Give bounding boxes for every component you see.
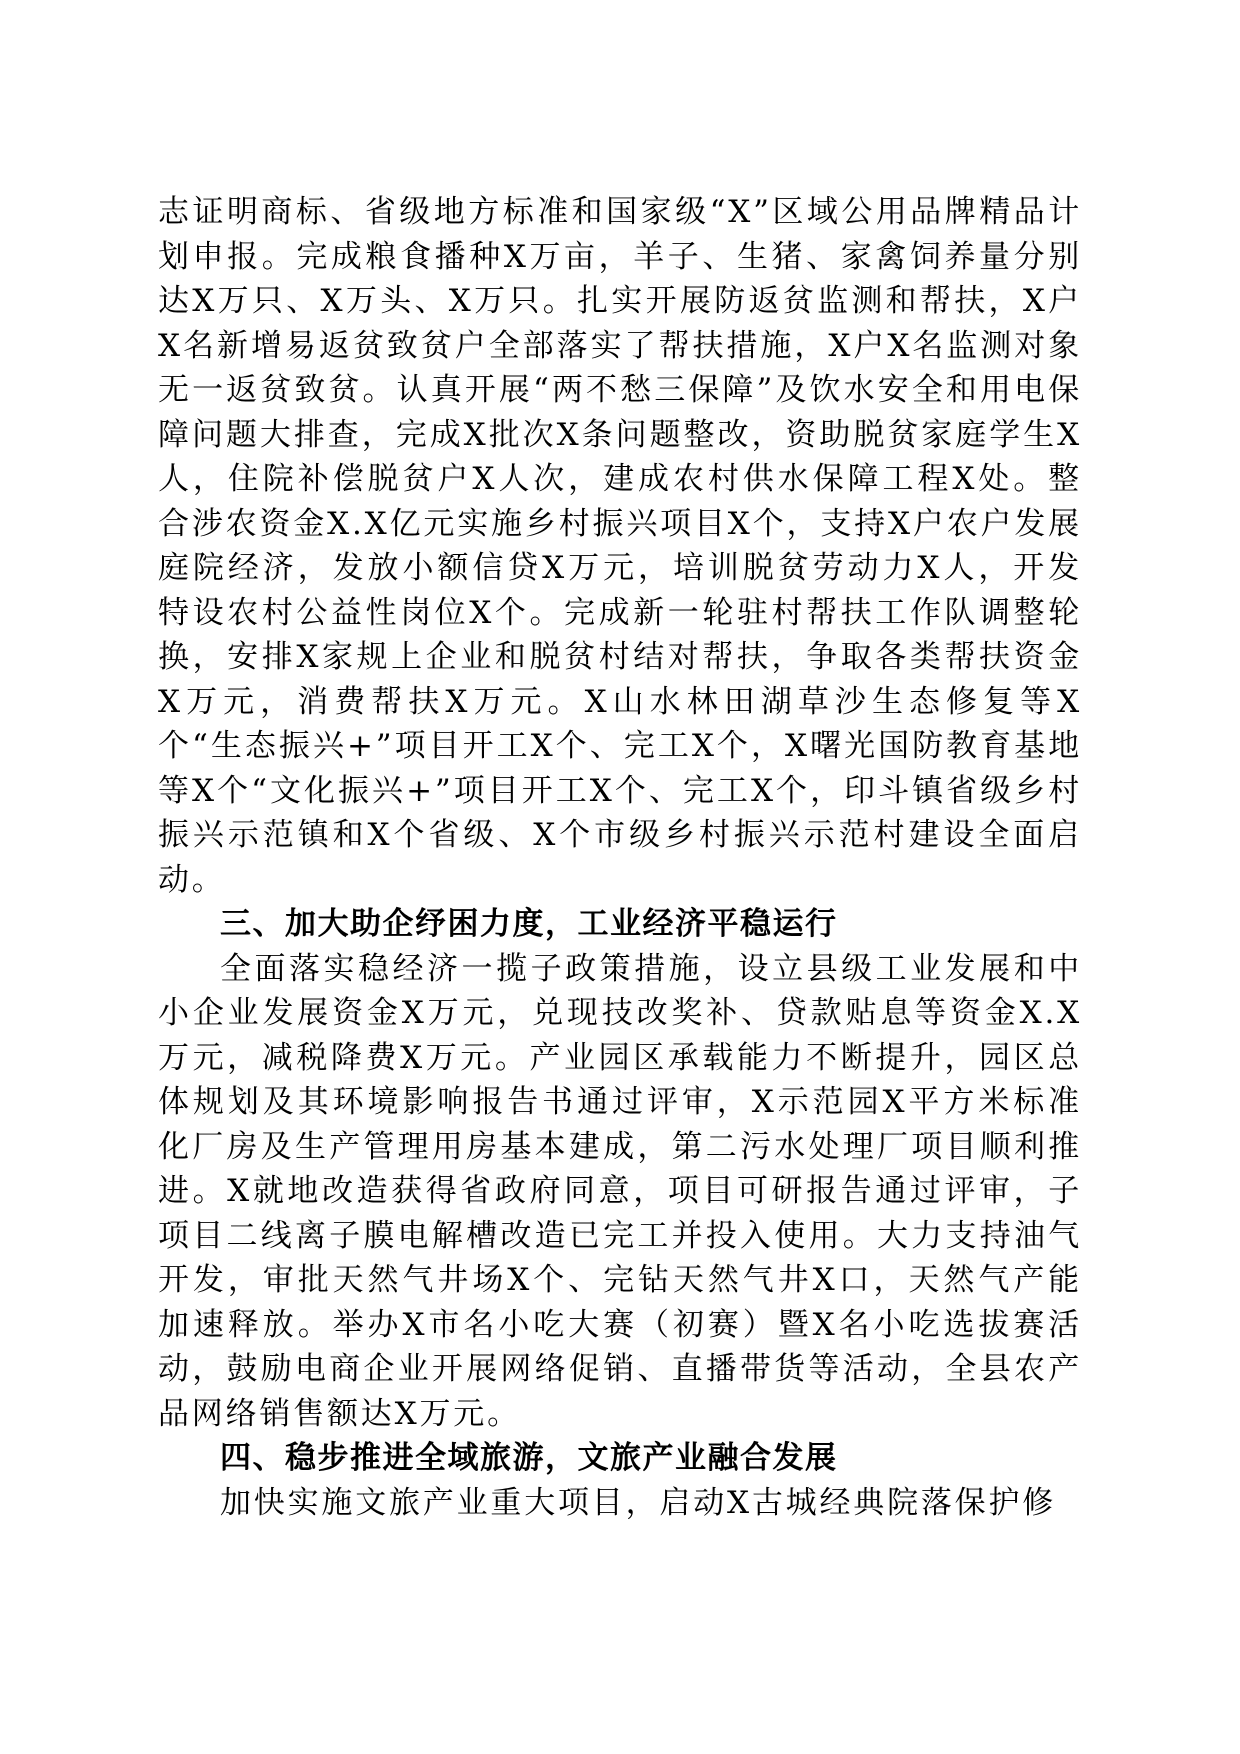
document-page (158, 190, 1082, 1525)
body-paragraph: 全面落实稳经济一揽子政策措施，设立县级工业发展和中小企业发展资金X万元，兑现技改奖补、贷款贴息等资金X.X万元，减税降费X万元。产业园区承载能力不断提升，园区总体规划及其环境影响报告书通过评审，X示范园X平方米标准化厂房及生产管理用房基本建成，第二污水处理厂项目顺利推进。X就地改造获得省政府同意，项目可研报告通过评审，子项目二线离子膜电解槽改造已完工并投入使用。大力支持油气开发，审批天然气井场X个、完钻天然气井X口，天然气产能加速释放。举办X市名小吃大赛（初赛）暨X名小吃选拔赛活动，鼓励电商企业开展网络促销、直播带货等活动，全县农产品网络销售额达X万元。 (158, 950, 1082, 1432)
body-paragraph: 志证明商标、省级地方标准和国家级“X”区域公用品牌精品计划申报。完成粮食播种X万亩，羊子、生猪、家禽饲养量分别达X万只、X万头、X万只。扎实开展防返贫监测和帮扶，X户X名新增易返贫致贫户全部落实了帮扶措施，X户X名监测对象无一返贫致贫。认真开展“两不愁三保障”及饮水安全和用电保障问题大排查，完成X批次X条问题整改，资助脱贫家庭学生X人，住院补偿脱贫户X人次，建成农村供水保障工程X处。整合涉农资金X.X亿元实施乡村振兴项目X个，支持X户农户发展庭院经济，发放小额信贷X万元，培训脱贫劳动力X人，开发特设农村公益性岗位X个。完成新一轮驻村帮扶工作队调整轮换，安排X家规上企业和脱贫村结对帮扶，争取各类帮扶资金X万元，消费帮扶X万元。X山水林田湖草沙生态修复等X个“生态振兴+”项目开工X个、完工X个，X曙光国防教育基地等X个“文化振兴+”项目开工X个、完工X个，印斗镇省级乡村振兴示范镇和X个省级、X个市级乡村振兴示范村建设全面启动。 (158, 194, 1082, 898)
section-heading: 四、稳步推进全域旅游，文旅产业融合发展 (220, 1440, 838, 1476)
body-paragraph: 加快实施文旅产业重大项目，启动X古城经典院落保护修 (220, 1484, 1057, 1521)
section-heading: 三、加大助企纾困力度，工业经济平稳运行 (220, 906, 838, 942)
